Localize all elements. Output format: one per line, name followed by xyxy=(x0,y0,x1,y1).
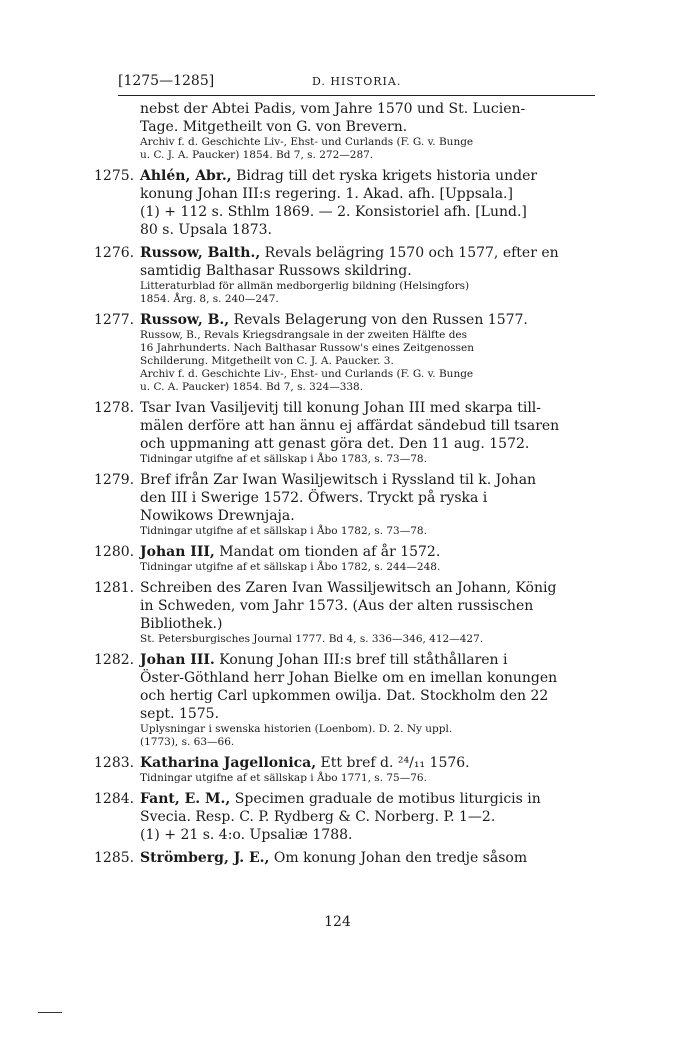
entry-source: Archiv f. d. Geschichte Liv-, Ehst- und Curlands (F. G. v. Bunge xyxy=(140,368,474,380)
entry-line xyxy=(140,790,597,808)
entry-source: 16 Jahrhunderts. Nach Balthasar Russow's eines Zeitgenossen xyxy=(140,342,474,354)
bibliography-entry xyxy=(94,543,597,574)
entry-title-text: Revals belägring 1570 och 1577, efter en xyxy=(260,245,559,261)
entry-source: Russow, B., Revals Kriegsdrangsale in der zweiten Hälfte des xyxy=(140,329,468,341)
entry-line xyxy=(140,167,597,185)
entry-line: in Schweden, vom Jahr 1573. (Aus der alten russischen xyxy=(140,598,534,614)
entry-source: Tidningar utgifne af et sällskap i Åbo 1782, s. 244—248. xyxy=(140,561,441,573)
entry-line: Bref ifrån Zar Iwan Wasiljewitsch i Ryssland til k. Johan xyxy=(140,472,537,488)
entries xyxy=(94,162,597,867)
entry-source: Uplysningar i swenska historien (Loenbom). D. 2. Ny uppl. xyxy=(140,723,453,735)
entry-line: Schreiben des Zaren Ivan Wassiljewitsch an Johann, König xyxy=(140,580,557,596)
page-number: 124 xyxy=(324,914,351,930)
bibliography-entry xyxy=(94,167,597,239)
entry-number: 1280. xyxy=(94,544,135,560)
entry-number: 1278. xyxy=(94,400,135,416)
entry-author: Russow, Balth., xyxy=(140,245,261,261)
header-title: D. HISTORIA. xyxy=(312,75,402,88)
entry-author: Russow, B., xyxy=(140,312,230,328)
entry-line: och uppmaning att genast göra det. Den 11 aug. 1572. xyxy=(140,436,530,452)
bibliography-entry xyxy=(94,311,597,394)
entry-author: Johan III. xyxy=(140,652,215,668)
entry-number: 1283. xyxy=(94,755,135,771)
entry-source: Tidningar utgifne af et sällskap i Åbo 1782, s. 73—78. xyxy=(140,525,427,537)
entry-number: 1285. xyxy=(94,850,135,866)
entry-line xyxy=(140,244,597,262)
entry-source: St. Petersburgisches Journal 1777. Bd 4, s. 336—346, 412—427. xyxy=(140,633,484,645)
entry-line xyxy=(140,849,597,867)
entry-number: 1277. xyxy=(94,312,135,328)
entry-line: Tage. Mitgetheilt von G. von Brevern. xyxy=(140,119,408,135)
entry-source: Tidningar utgifne af et sällskap i Åbo 1771, s. 75—76. xyxy=(140,772,427,784)
bibliography-entry xyxy=(94,579,597,646)
entry-line: Nowikows Drewnjaja. xyxy=(140,508,295,524)
entry-source: Litteraturblad för allmän medborgerlig bildning (Helsingfors) xyxy=(140,280,470,292)
entry-line: nebst der Abtei Padis, vom Jahre 1570 und St. Lucien- xyxy=(140,101,526,117)
entry-author: Johan III, xyxy=(140,544,215,560)
entry-line: konung Johan III:s regering. 1. Akad. afh. [Uppsala.] xyxy=(140,186,513,202)
entry-line: den III i Swerige 1572. Öfwers. Tryckt på ryska i xyxy=(140,490,488,506)
entry-source: Schilderung. Mitgetheilt von C. J. A. Paucker. 3. xyxy=(140,355,394,367)
entry-line: Tsar Ivan Vasiljevitj till konung Johan III med skarpa till- xyxy=(140,400,542,416)
entry-source: u. C. A. Paucker) 1854. Bd 7, s. 324—338. xyxy=(140,381,364,393)
entry-author: Fant, E. M., xyxy=(140,791,231,807)
bibliography-entry xyxy=(94,849,597,867)
bibliography-entry xyxy=(94,399,597,466)
entry-line xyxy=(140,754,597,772)
footer-rule xyxy=(38,1012,62,1013)
entry-title-text: Konung Johan III:s bref till ståthållaren i xyxy=(214,652,508,668)
entry-number: 1275. xyxy=(94,168,135,184)
entry-line xyxy=(140,543,597,561)
bibliography-entry xyxy=(94,651,597,749)
entry-source: u. C. J. A. Paucker) 1854. Bd 7, s. 272—287. xyxy=(140,149,374,161)
entry-source: 1854. Årg. 8, s. 240—247. xyxy=(140,293,279,305)
entry-number: 1284. xyxy=(94,791,135,807)
entry-title-text: Om konung Johan den tredje såsom xyxy=(269,850,528,866)
entry-title-text: Specimen graduale de motibus liturgicis in xyxy=(230,791,541,807)
entry-line: Bibliothek.) xyxy=(140,616,223,632)
entry-number: 1282. xyxy=(94,652,135,668)
entry-line: och hertig Carl upkommen owilja. Dat. Stockholm den 22 xyxy=(140,688,549,704)
bibliography-entry xyxy=(94,754,597,785)
entry-line: Svecia. Resp. C. P. Rydberg & C. Norberg. P. 1—2. xyxy=(140,809,496,825)
entry-source: (1773), s. 63—66. xyxy=(140,736,235,748)
entry-author: Ahlén, Abr., xyxy=(140,168,232,184)
entry-title-text: Mandat om tionden af år 1572. xyxy=(214,544,441,560)
entry-line: (1) + 21 s. 4:o. Upsaliæ 1788. xyxy=(140,827,353,843)
bibliography-entry xyxy=(94,471,597,538)
entry-line: sept. 1575. xyxy=(140,706,220,722)
entry-source: Archiv f. d. Geschichte Liv-, Ehst- und Curlands (F. G. v. Bunge xyxy=(140,136,474,148)
entry-number: 1279. xyxy=(94,472,135,488)
entry-line: samtidig Balthasar Russows skildring. xyxy=(140,263,412,279)
entry-title-text: Bidrag till det ryska krigets historia under xyxy=(231,168,538,184)
header-range: [1275—1285] xyxy=(118,73,215,89)
running-header xyxy=(118,73,595,96)
bibliography-entry xyxy=(94,790,597,844)
entry-number: 1281. xyxy=(94,580,135,596)
entry-author: Katharina Jagellonica, xyxy=(140,755,317,771)
entry-title-text: Revals Belagerung von den Russen 1577. xyxy=(229,312,528,328)
bibliography-entry xyxy=(94,244,597,306)
bibliography-list xyxy=(94,100,597,867)
continued-entry xyxy=(140,100,597,162)
entry-source: Tidningar utgifne af et sällskap i Åbo 1783, s. 73—78. xyxy=(140,453,427,465)
entry-line xyxy=(140,311,597,329)
entry-line: 80 s. Upsala 1873. xyxy=(140,222,272,238)
entry-line: mälen derföre att han ännu ej affärdat sändebud till tsaren xyxy=(140,418,560,434)
entry-number: 1276. xyxy=(94,245,135,261)
entry-line: (1) + 112 s. Sthlm 1869. — 2. Konsistoriel afh. [Lund.] xyxy=(140,204,527,220)
entry-author: Strömberg, J. E., xyxy=(140,850,270,866)
entry-line: Öster-Göthland herr Johan Bielke om en imellan konungen xyxy=(140,670,558,686)
entry-title-text: Ett bref d. ²⁴/₁₁ 1576. xyxy=(316,755,470,771)
entry-line xyxy=(140,651,597,669)
